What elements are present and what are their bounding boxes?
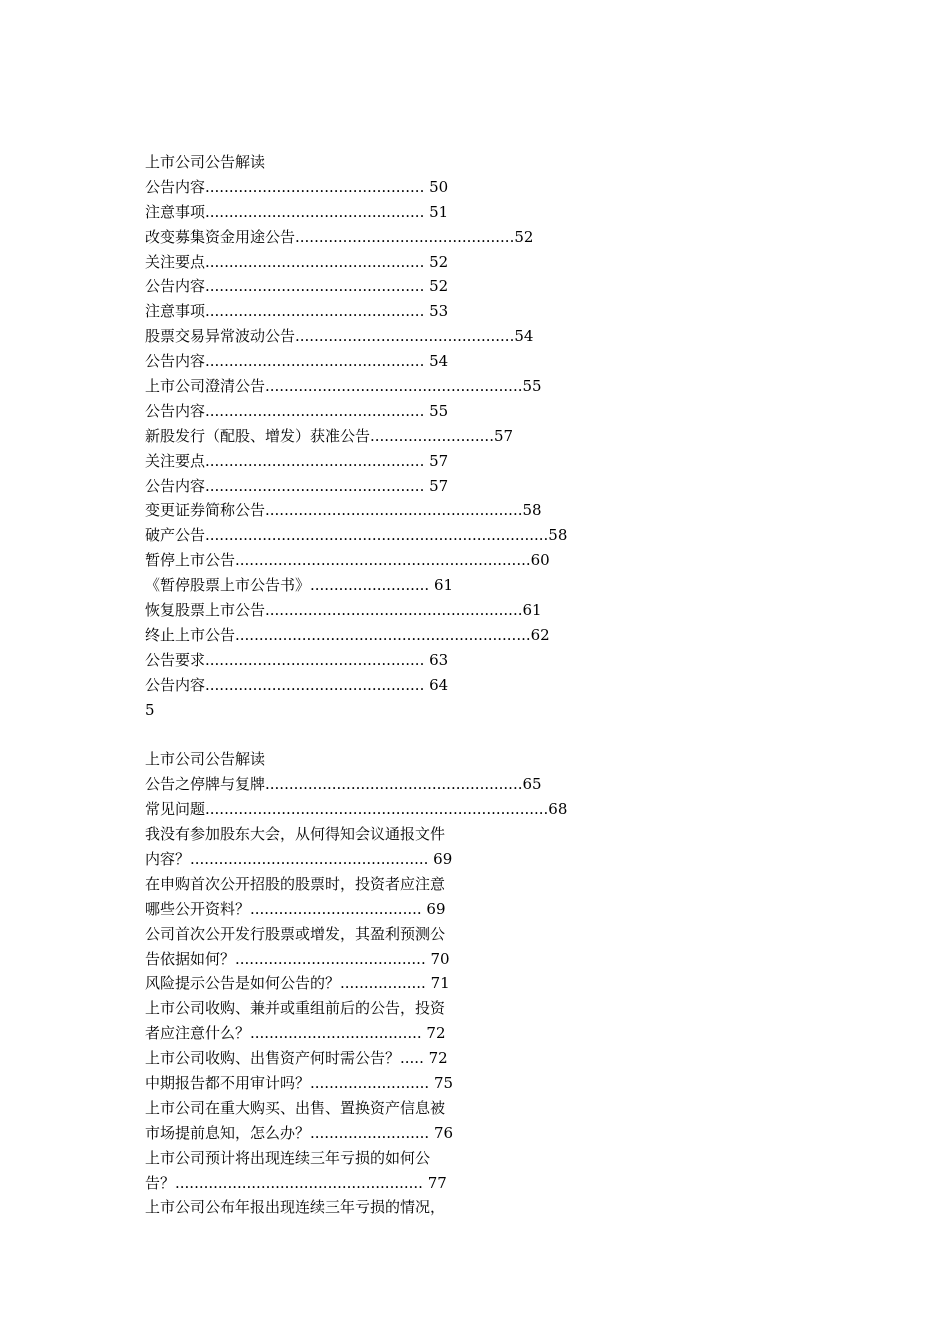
- toc-entry-text[interactable]: 我没有参加股东大会，从何得知会议通报文件: [145, 825, 446, 844]
- section-title: 上市公司公告解读: [145, 750, 266, 769]
- toc-entry-text[interactable]: 公司首次公开发行股票或增发，其盈利预测公: [145, 924, 446, 943]
- toc-entry[interactable]: 市场提前息知，怎么办？......................... 76: [145, 1123, 454, 1142]
- section-spacer: [145, 722, 905, 747]
- toc-entry[interactable]: 关注要点.............................................. 52: [145, 252, 449, 271]
- toc-entry[interactable]: 公告内容.............................................. 50: [145, 177, 449, 196]
- toc-entry[interactable]: 公告内容.............................................. 55: [145, 401, 449, 420]
- toc-entry[interactable]: 改变募集资金用途公告..............................................52: [145, 227, 534, 246]
- toc-entry[interactable]: 上市公司澄清公告......................................................55: [145, 377, 542, 396]
- toc-entry[interactable]: 公告要求.............................................. 63: [145, 650, 449, 669]
- toc-entry[interactable]: 注意事项.............................................. 53: [145, 302, 449, 321]
- toc-page: [145, 150, 905, 1220]
- toc-section-2: [145, 747, 905, 1220]
- toc-entry[interactable]: 常见问题........................................................................68: [145, 800, 568, 819]
- toc-entry[interactable]: 新股发行（配股、增发）获准公告..........................57: [145, 426, 514, 445]
- toc-entry[interactable]: 终止上市公告..............................................................62: [145, 625, 550, 644]
- toc-entry-text[interactable]: 上市公司在重大购买、出售、置换资产信息被: [145, 1098, 446, 1117]
- toc-entry[interactable]: 哪些公开资料？.................................... 69: [145, 899, 446, 918]
- toc-entry[interactable]: 风险提示公告是如何公告的？.................. 71: [145, 974, 450, 993]
- toc-entry[interactable]: 者应注意什么？.................................... 72: [145, 1024, 446, 1043]
- toc-entry[interactable]: 上市公司收购、出售资产何时需公告？..... 72: [145, 1049, 448, 1068]
- toc-entry[interactable]: 公告内容.............................................. 52: [145, 277, 449, 296]
- toc-entry[interactable]: 告？.................................................... 77: [145, 1173, 447, 1192]
- toc-section-1: [145, 150, 905, 722]
- toc-entry[interactable]: 注意事项.............................................. 51: [145, 202, 449, 221]
- section-title: 上市公司公告解读: [145, 153, 266, 171]
- toc-entry[interactable]: 告依据如何？........................................ 70: [145, 949, 450, 968]
- toc-entry[interactable]: 公告内容.............................................. 64: [145, 675, 449, 694]
- toc-entry-text[interactable]: 上市公司公布年报出现连续三年亏损的情况，: [145, 1198, 446, 1217]
- toc-entry[interactable]: 内容？.................................................. 69: [145, 849, 453, 868]
- toc-entry[interactable]: 公告之停牌与复牌......................................................65: [145, 775, 542, 794]
- toc-entry[interactable]: 《暂停股票上市公告书》......................... 61: [145, 576, 454, 595]
- toc-entry[interactable]: 破产公告........................................................................58: [145, 526, 568, 545]
- toc-entry[interactable]: 中期报告都不用审计吗？......................... 75: [145, 1073, 454, 1092]
- toc-entry[interactable]: 变更证券简称公告......................................................58: [145, 501, 542, 520]
- toc-entry-text[interactable]: 上市公司预计将出现连续三年亏损的如何公: [145, 1148, 431, 1167]
- toc-entry[interactable]: 公告内容.............................................. 57: [145, 476, 449, 495]
- page-number: 5: [145, 700, 155, 719]
- toc-entry[interactable]: 暂停上市公告..............................................................60: [145, 551, 550, 570]
- toc-entry[interactable]: 股票交易异常波动公告..............................................54: [145, 327, 534, 346]
- toc-entry[interactable]: 关注要点.............................................. 57: [145, 451, 449, 470]
- toc-entry[interactable]: 恢复股票上市公告......................................................61: [145, 601, 542, 620]
- toc-entry-text[interactable]: 在申购首次公开招股的股票时，投资者应注意: [145, 874, 446, 893]
- toc-entry-text[interactable]: 上市公司收购、兼并或重组前后的公告，投资: [145, 999, 446, 1018]
- toc-entry[interactable]: 公告内容.............................................. 54: [145, 352, 449, 371]
